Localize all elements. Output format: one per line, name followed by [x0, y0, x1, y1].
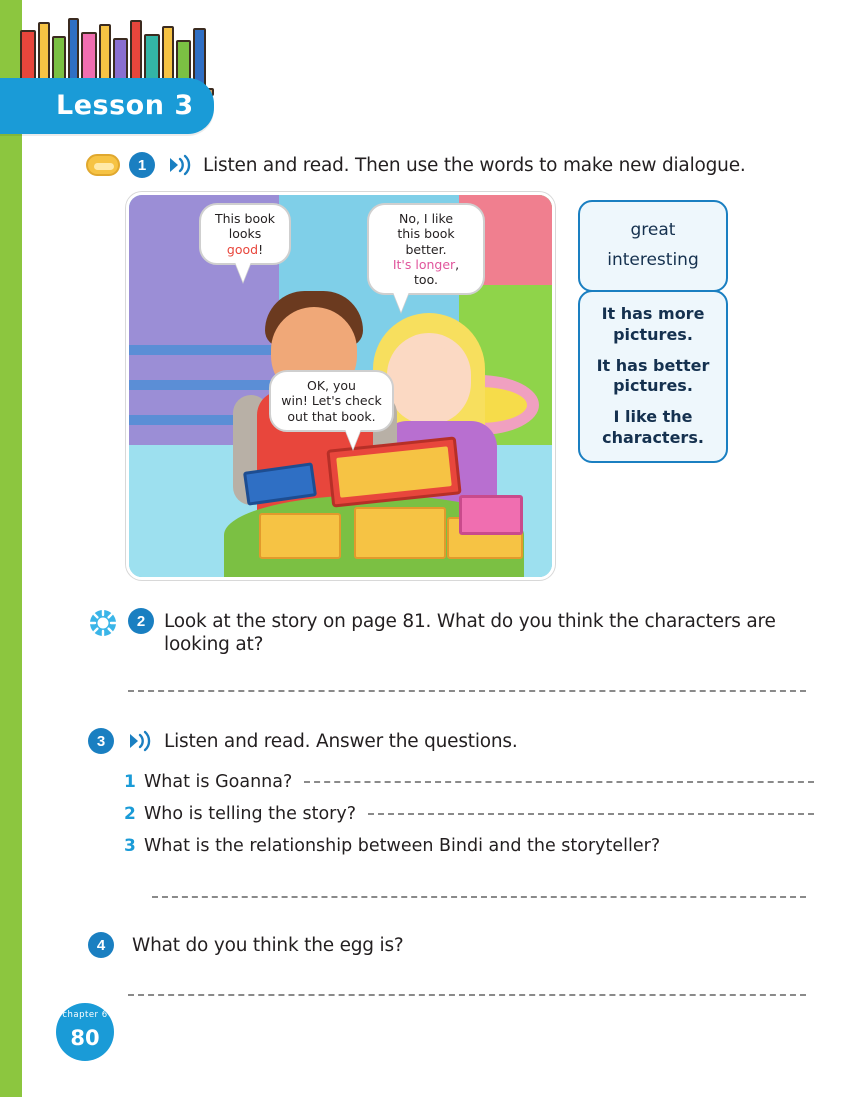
exercise-3-instruction: Listen and read. Answer the questions.	[164, 730, 518, 752]
bubble-3-line-1: OK, you	[307, 378, 356, 393]
chapter-label: chapter 6	[62, 1010, 108, 1020]
answer-line[interactable]	[368, 813, 814, 815]
exercise-4	[88, 932, 806, 958]
question-text: What is Goanna?	[144, 772, 293, 792]
bubble-2-line-2: this book better.	[397, 226, 455, 257]
bubble-1-line-2: looks good!	[226, 226, 264, 257]
answer-line[interactable]	[304, 781, 814, 783]
question-item	[124, 772, 814, 792]
answer-line-exercise-2[interactable]	[128, 690, 806, 692]
speech-bubble-2	[367, 203, 485, 295]
question-text: Who is telling the story?	[144, 804, 356, 824]
page-spine-decoration	[0, 0, 22, 1097]
sentence-like-characters: I like the characters.	[602, 407, 704, 447]
bubble-2-line-1: No, I like	[398, 211, 454, 226]
question-item	[124, 804, 814, 824]
question-number: 2	[124, 804, 136, 824]
bubble-3-line-2: win! Let's check	[281, 393, 382, 409]
exercise-1-instruction: Listen and read. Then use the words to make new dialogue.	[203, 154, 746, 176]
exercise-3	[88, 728, 806, 754]
exercise-2-instruction: Look at the story on page 81. What do you think the characters are looking at?	[164, 611, 776, 656]
audio-icon	[124, 728, 154, 754]
lesson-banner	[0, 78, 214, 134]
audio-icon	[164, 152, 194, 178]
page-number-badge	[56, 1003, 114, 1061]
sentence-more-pictures: It has more pictures.	[601, 304, 705, 344]
word-great: great	[630, 220, 676, 240]
bubble-1-highlight: good	[226, 241, 259, 257]
exercise-2	[88, 608, 806, 656]
exercise-number-3: 3	[88, 728, 114, 754]
bubble-2-highlight: It's longer	[392, 256, 456, 272]
word-box-adjectives	[578, 200, 728, 292]
speech-oval-icon	[86, 154, 120, 176]
speech-bubble-1	[199, 203, 291, 265]
exercise-number-4: 4	[88, 932, 114, 958]
bubble-2-line-3: It's longer, too.	[392, 256, 460, 287]
speech-bubble-3	[269, 370, 394, 432]
exercise-4-instruction: What do you think the egg is?	[132, 934, 404, 956]
word-interesting: interesting	[607, 249, 699, 270]
word-box-sentences	[578, 290, 728, 463]
exercise-3-question-list	[124, 772, 814, 868]
exercise-1-header	[86, 152, 806, 178]
question-number: 3	[124, 836, 136, 856]
bubble-1-line-1: This book	[215, 211, 275, 226]
bubble-3-line-3: out that book.	[287, 408, 376, 424]
answer-line-question-3[interactable]	[152, 896, 806, 898]
lesson-title: Lesson 3	[56, 90, 194, 121]
sentence-better-pictures: It has better pictures.	[596, 355, 710, 396]
dialogue-illustration	[126, 192, 555, 580]
answer-line-exercise-4[interactable]	[128, 994, 806, 996]
exercise-number-2: 2	[128, 608, 154, 634]
question-text: What is the relationship between Bindi and the storyteller?	[144, 836, 661, 856]
exercise-number-1: 1	[129, 152, 155, 178]
question-item	[124, 836, 814, 856]
page-number: 80	[70, 1025, 100, 1050]
gear-icon	[88, 608, 118, 638]
question-number: 1	[124, 772, 136, 792]
